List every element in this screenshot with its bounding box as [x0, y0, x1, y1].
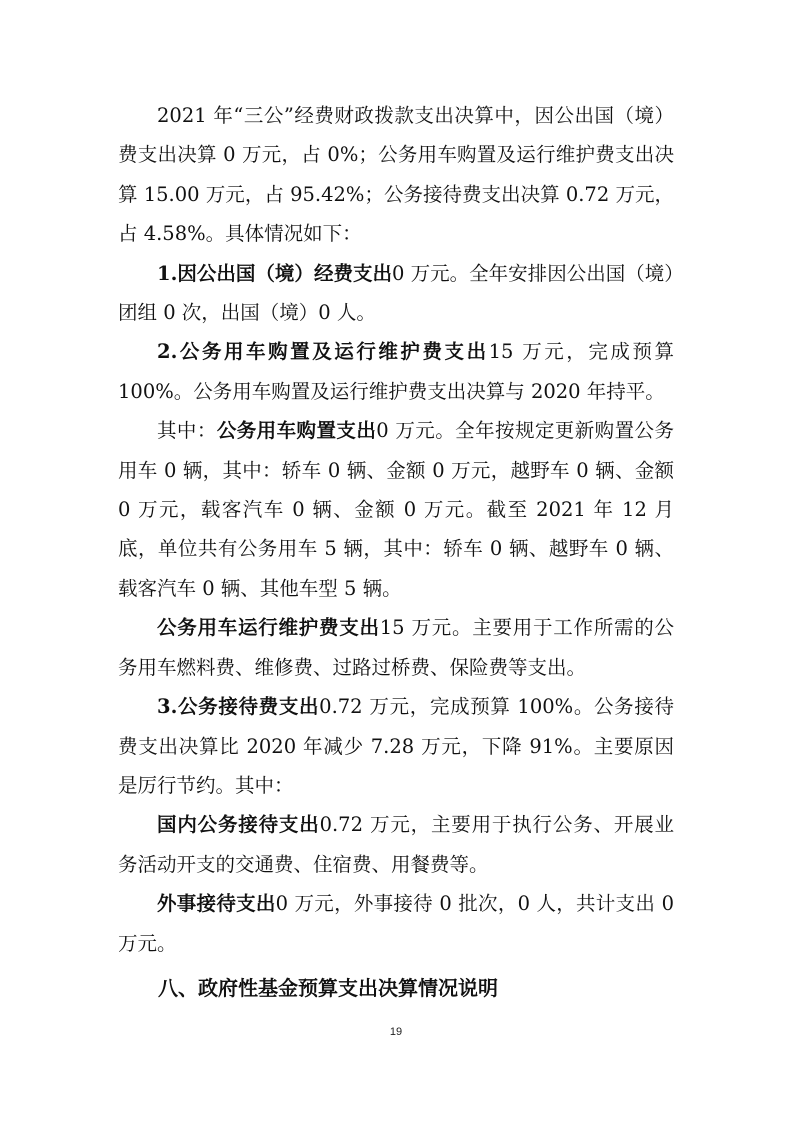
paragraph-lead: 2.公务用车购置及运行维护费支出 — [157, 340, 489, 364]
paragraph-lead: 外事接待支出 — [157, 892, 276, 916]
page-number: 19 — [389, 1026, 403, 1038]
paragraph-summary: 2021 年“三公”经费财政拨款支出决算中，因公出国（境）费支出决算 0 万元，占 0%；公务用车购置及运行维护费支出决算 15.00 万元，占 95.42%；公务接待费支出决算 0.72 万元，占 4.58%。具体情况如下： — [118, 104, 674, 246]
paragraph-lead: 公务用车运行维护费支出 — [157, 616, 380, 640]
section-heading: 八、政府性基金预算支出决算情况说明 — [158, 975, 498, 1000]
paragraph-vehicle-maintenance: 公务用车运行维护费支出15 万元。主要用于工作所需的公务用车燃料费、维修费、过路过桥费、保险费等支出。 — [118, 616, 674, 679]
paragraph-domestic-reception: 国内公务接待支出0.72 万元，主要用于执行公务、开展业务活动开支的交通费、住宿费、用餐费等。 — [118, 813, 674, 876]
paragraph-overseas-expense: 1.因公出国（境）经费支出0 万元。全年安排因公出国（境）团组 0 次，出国（境）0 人。 — [118, 261, 675, 325]
paragraph-vehicle-expense: 2.公务用车购置及运行维护费支出15 万元，完成预算 100%。公务用车购置及运行维护费支出决算与 2020 年持平。 — [118, 340, 674, 403]
paragraph-lead: 公务用车购置支出 — [216, 419, 377, 443]
paragraph-vehicle-purchase: 其中：公务用车购置支出0 万元。全年按规定更新购置公务用车 0 辆，其中：轿车 0 辆、金额 0 万元，越野车 0 辆、金额 0 万元，载客汽车 0 辆、金额 0 万元。截至 2021 年 12 月底，单位共有公务用车 5 辆，其中：轿车 0 辆、越野车 0 辆、载客汽车 0 辆、其他车型 5 辆。 — [118, 419, 674, 600]
document-body — [118, 96, 674, 1008]
paragraph-lead: 1.因公出国（境）经费支出 — [157, 261, 392, 285]
paragraph-lead: 国内公务接待支出 — [157, 813, 320, 837]
paragraph-reception-expense: 3.公务接待费支出0.72 万元，完成预算 100%。公务接待费支出决算比 2020 年减少 7.28 万元，下降 91%。主要原因是厉行节约。其中： — [118, 695, 674, 797]
paragraph-lead: 3.公务接待费支出 — [157, 695, 320, 719]
paragraph-foreign-reception: 外事接待支出0 万元，外事接待 0 批次，0 人，共计支出 0 万元。 — [118, 892, 674, 955]
